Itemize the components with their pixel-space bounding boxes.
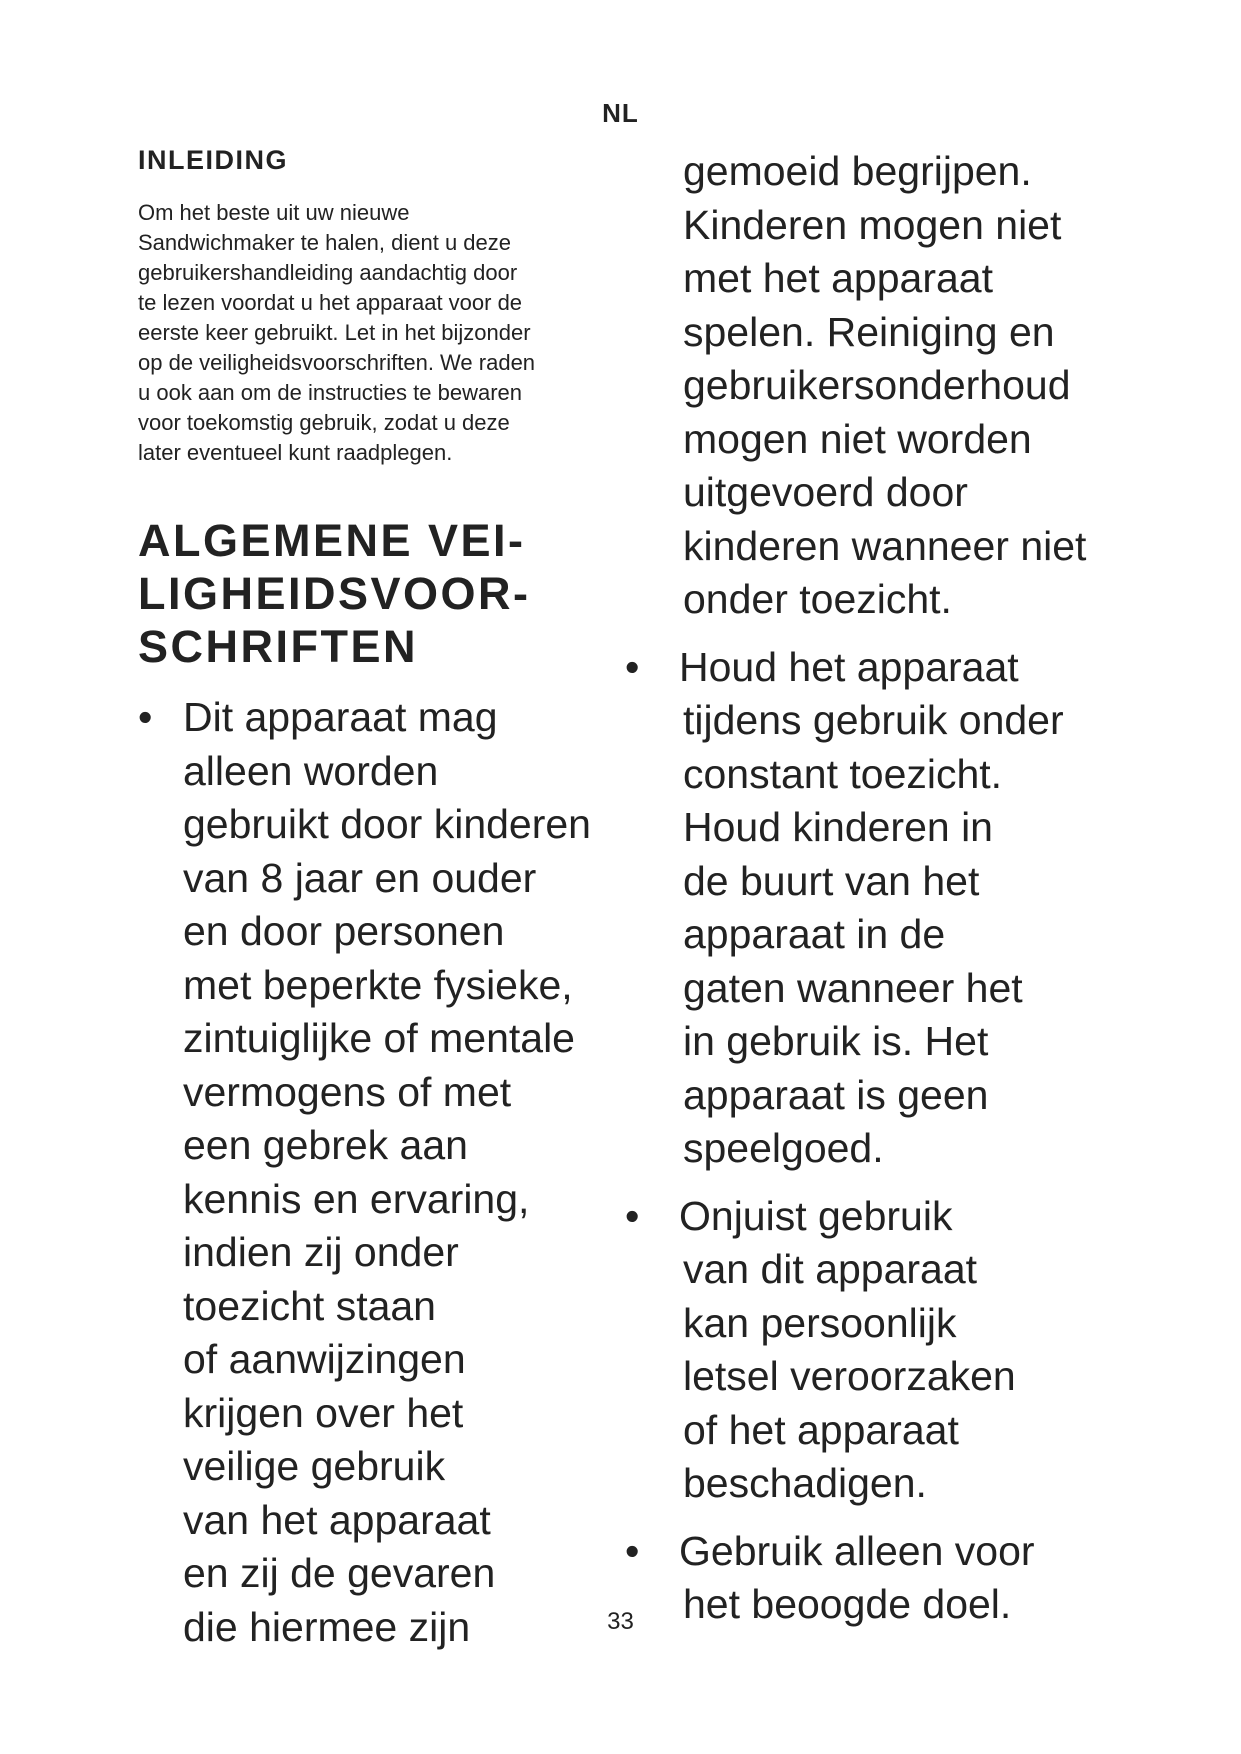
- bullet-line: apparaat in de: [683, 911, 946, 957]
- page-number: 33: [607, 1608, 634, 1635]
- bullet-line: kennis en ervaring,: [183, 1175, 530, 1222]
- safety-bullet-1: [138, 691, 613, 1654]
- intro-line: te lezen voordat u het apparaat voor de: [138, 290, 523, 315]
- safety-heading-line: ALGEMENE VEI-: [138, 515, 526, 566]
- safety-bullet-3: [625, 1190, 1125, 1511]
- bullet-line: met beperkte fysieke,: [183, 961, 573, 1008]
- bullet-line: letsel veroorzaken: [683, 1353, 1016, 1399]
- bullet-line: en zij de gevaren: [183, 1550, 496, 1596]
- bullet-line: tijdens gebruik onder: [683, 697, 1064, 743]
- intro-line: voor toekomstig gebruik, zodat u deze: [138, 410, 510, 435]
- right-column: [625, 145, 1125, 1632]
- bullet-marker: •: [625, 1192, 640, 1239]
- bullet-line: en door personen: [183, 908, 505, 954]
- bullet-line: toezicht staan: [183, 1282, 436, 1329]
- safety-heading-line: LIGHEIDSVOOR-: [138, 568, 531, 619]
- bullet-marker: •: [138, 694, 153, 740]
- bullet-line: apparaat is geen: [683, 1071, 989, 1118]
- bullet-line: kinderen wanneer niet: [683, 522, 1087, 569]
- bullet-line: die hiermee zijn: [183, 1603, 471, 1650]
- bullet-line: van 8 jaar en ouder: [183, 854, 537, 901]
- bullet-line: kan persoonlijk: [683, 1299, 957, 1346]
- bullet-line: constant toezicht.: [683, 750, 1003, 797]
- bullet-line: Dit apparaat mag: [183, 694, 498, 740]
- safety-bullet-2: [625, 641, 1125, 1176]
- bullet-line: Onjuist gebruik: [679, 1192, 953, 1239]
- intro-paragraph: [138, 198, 613, 468]
- bullet-line: Houd kinderen in: [683, 804, 993, 850]
- intro-line: eerste keer gebruikt. Let in het bijzonder: [138, 320, 531, 345]
- bullet-line: uitgevoerd door: [683, 469, 968, 515]
- bullet-line: gemoeid begrijpen.: [683, 148, 1032, 194]
- bullet-line: van het apparaat: [183, 1496, 491, 1543]
- bullet-line: gebruikersonderhoud: [683, 362, 1071, 408]
- intro-line: Sandwichmaker te halen, dient u deze: [138, 230, 512, 255]
- bullet-line: onder toezicht.: [683, 576, 952, 622]
- bullet-line: speelgoed.: [683, 1125, 884, 1171]
- bullet-line: spelen. Reiniging en: [683, 308, 1055, 355]
- bullet-marker: •: [625, 1527, 640, 1574]
- left-column: [138, 145, 613, 1654]
- bullet-line: Kinderen mogen niet: [683, 201, 1062, 248]
- bullet-marker: •: [625, 643, 640, 690]
- intro-line: gebruikershandleiding aandachtig door: [138, 260, 518, 285]
- bullet-line: veilige gebruik: [183, 1443, 446, 1489]
- intro-line: u ook aan om de instructies te bewaren: [138, 380, 523, 405]
- bullet-line: indien zij onder: [183, 1229, 459, 1275]
- bullet-line: zintuiglijke of mentale: [183, 1015, 575, 1061]
- bullet-line: gebruikt door kinderen: [183, 801, 591, 847]
- bullet-line: of het apparaat: [683, 1406, 959, 1453]
- bullet-line: gaten wanneer het: [683, 964, 1023, 1011]
- bullet-line: met het apparaat: [683, 255, 993, 301]
- bullet-line: of aanwijzingen: [183, 1336, 466, 1382]
- bullet-line: vermogens of met: [183, 1068, 512, 1115]
- bullet-line: het beoogde doel.: [683, 1581, 1012, 1627]
- intro-line: later eventueel kunt raadplegen.: [138, 440, 453, 465]
- intro-line: op de veiligheidsvoorschriften. We raden: [138, 350, 536, 375]
- bullet-line: Houd het apparaat: [679, 643, 1019, 690]
- bullet-line: krijgen over het: [183, 1389, 464, 1436]
- safety-heading: [138, 514, 613, 673]
- bullet-line: mogen niet worden: [683, 415, 1032, 462]
- intro-heading: INLEIDING: [138, 145, 289, 175]
- bullet-1-continuation: [625, 145, 1125, 627]
- bullet-line: een gebrek aan: [183, 1122, 468, 1168]
- bullet-line: van dit apparaat: [683, 1246, 978, 1292]
- bullet-line: Gebruik alleen voor: [679, 1527, 1035, 1574]
- bullet-line: alleen worden: [183, 747, 439, 794]
- intro-line: Om het beste uit uw nieuwe: [138, 200, 410, 225]
- bullet-line: beschadigen.: [683, 1460, 927, 1506]
- bullet-line: de buurt van het: [683, 857, 980, 904]
- safety-heading-line: SCHRIFTEN: [138, 621, 418, 672]
- language-code: NL: [602, 98, 639, 128]
- bullet-line: in gebruik is. Het: [683, 1018, 989, 1064]
